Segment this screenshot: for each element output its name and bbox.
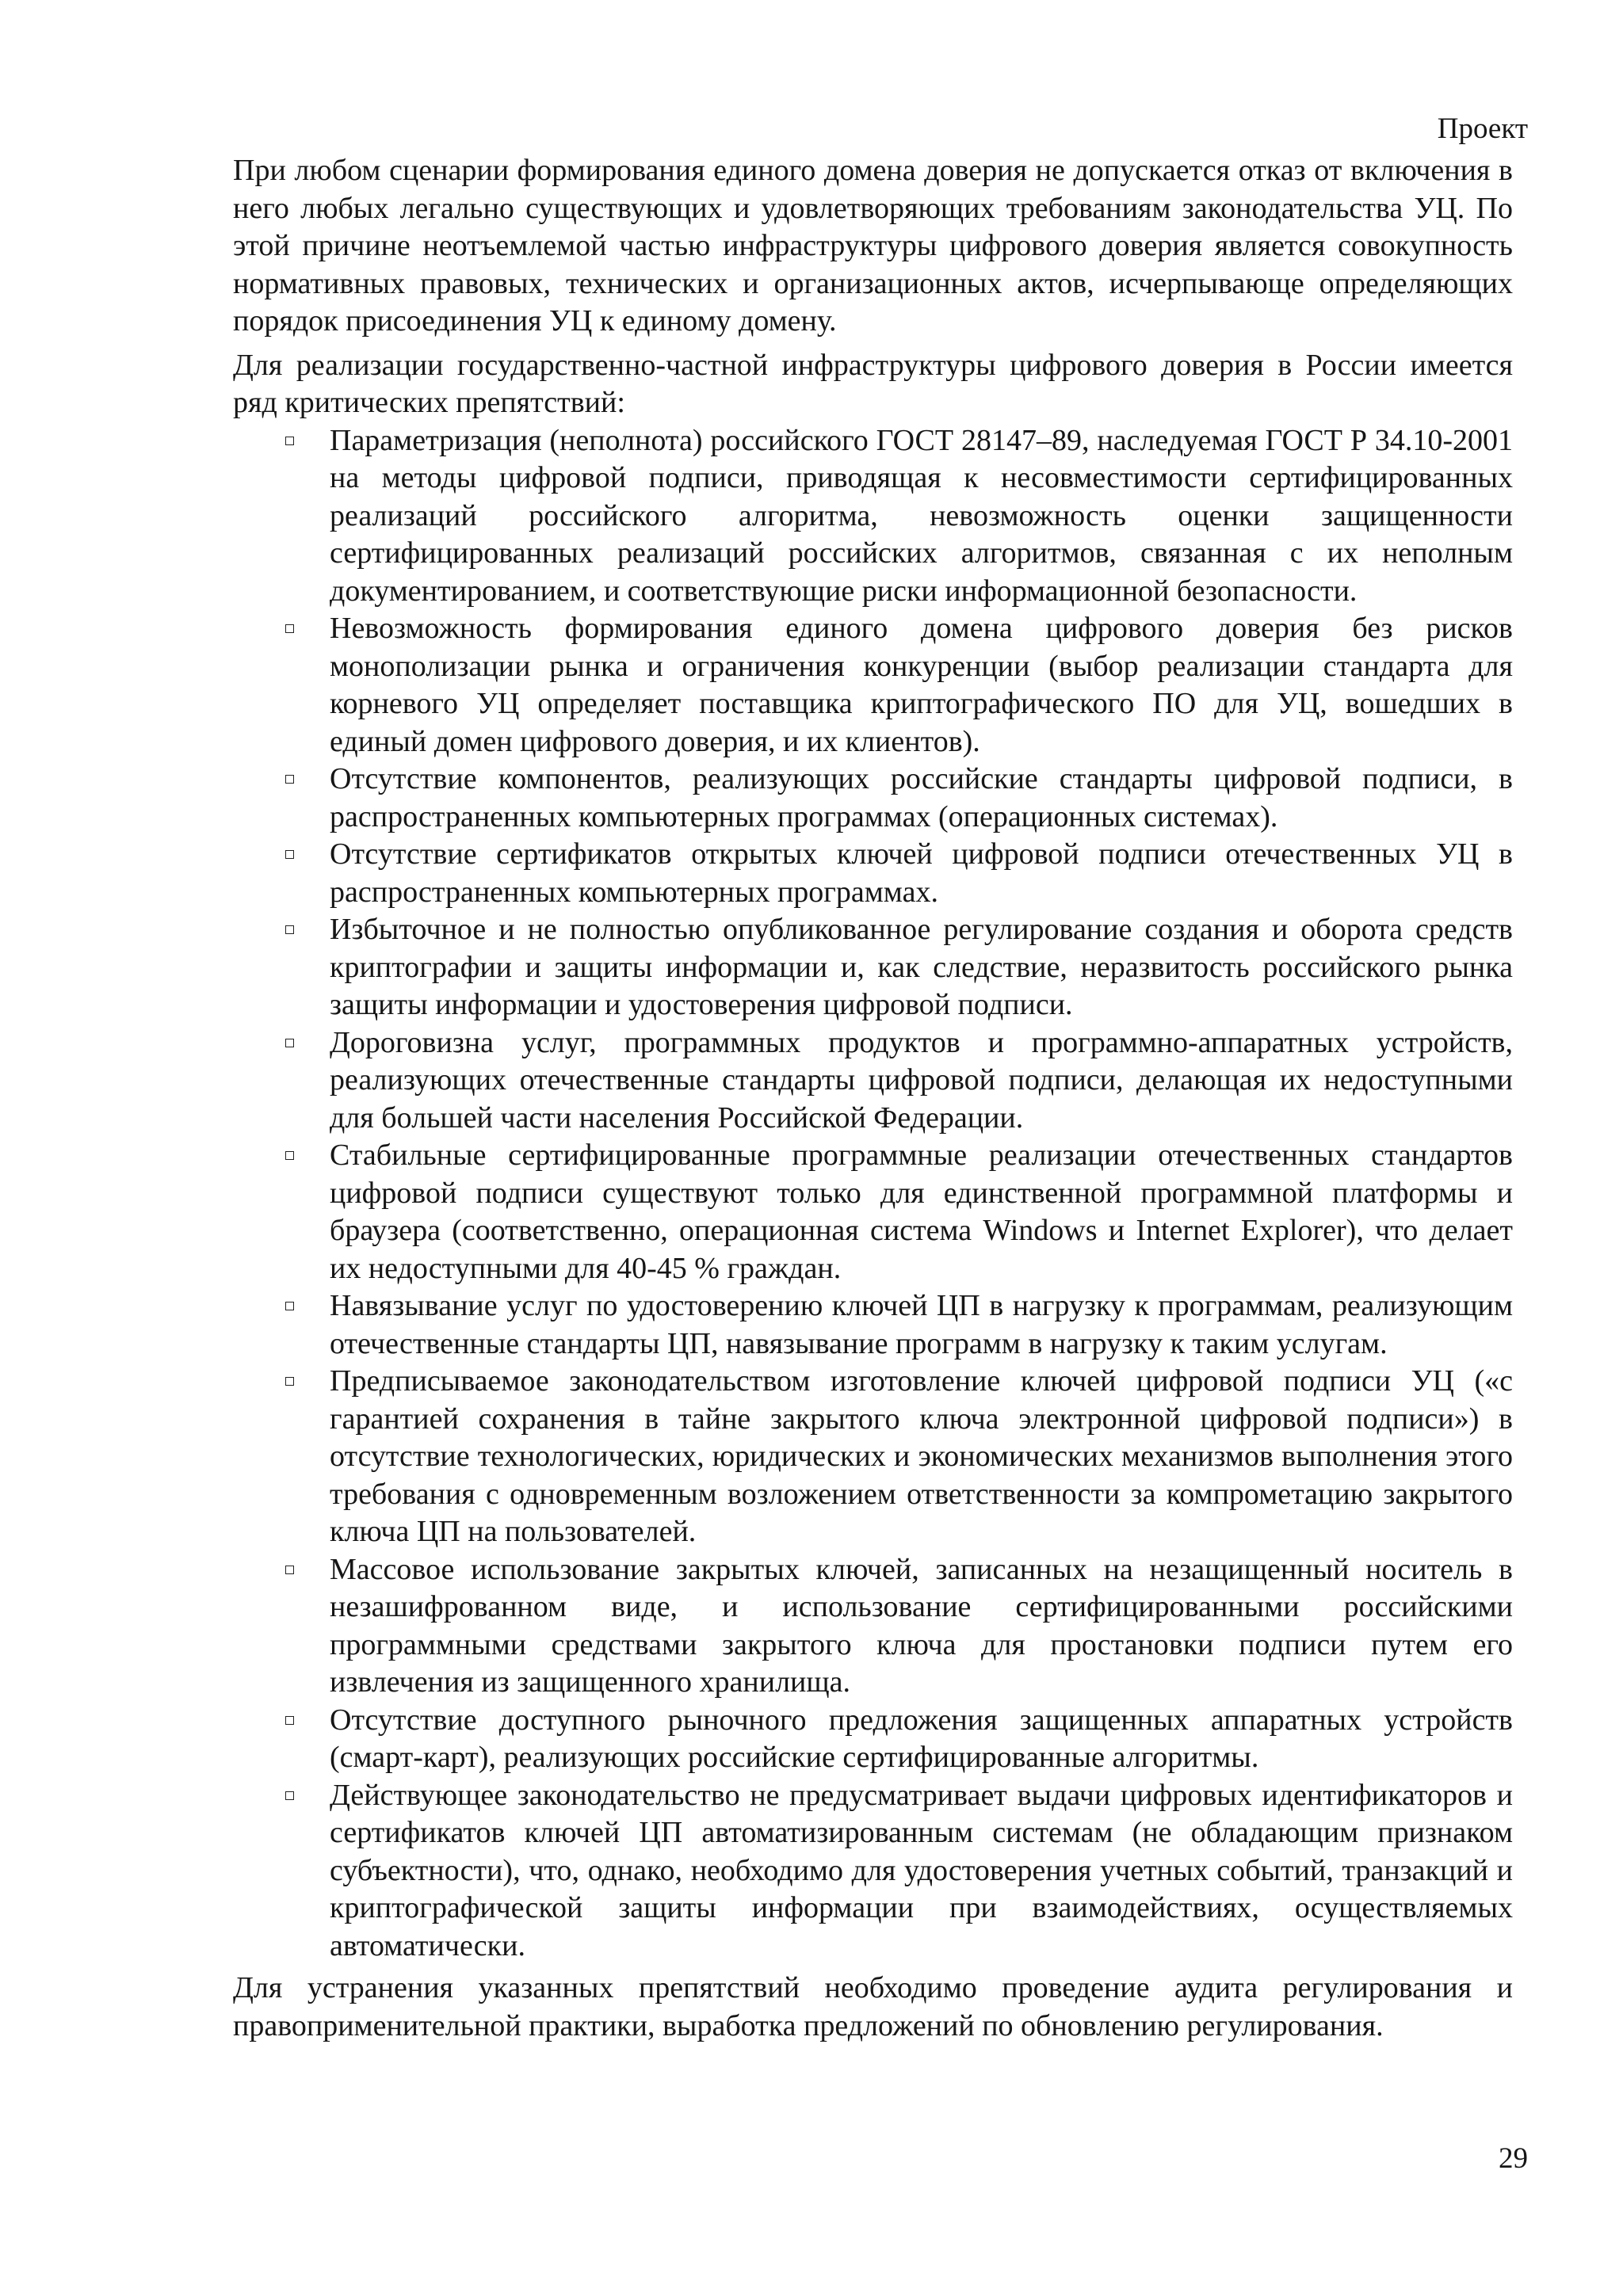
list-item-text: Предписываемое законодательством изготовление ключей цифровой подписи УЦ («с гарантией сохранения в тайне закрытого ключа электронной цифровой подписи») в отсутствие технологических, юридических и экономических механизмов выполнения этого требования с одновременным возложением ответственности за компрометацию закрытого ключа ЦП на пользователей. — [330, 1364, 1513, 1548]
list-item-text: Отсутствие компонентов, реализующих российские стандарты цифровой подписи, в распространенных компьютерных программах (операционных системах). — [330, 762, 1513, 833]
list-item-text: Отсутствие доступного рыночного предложения защищенных аппаратных устройств (смарт-карт), реализующих российские сертифицированные алгоритмы. — [330, 1703, 1513, 1774]
page-body — [233, 152, 1513, 2045]
list-item-text: Действующее законодательство не предусматривает выдачи цифровых идентификаторов и сертификатов ключей ЦП автоматизированным системам (не обладающим признаком субъектности), что, однако, необходимо для удостоверения учетных событий, транзакций и криптографической защиты информации при взаимодействиях, осуществляемых автоматически. — [330, 1778, 1513, 1962]
list-item — [330, 836, 1513, 911]
square-bullet-icon — [285, 624, 294, 633]
square-bullet-icon — [285, 1791, 294, 1800]
square-bullet-icon — [285, 437, 294, 445]
list-item — [330, 1287, 1513, 1363]
list-item — [330, 1137, 1513, 1287]
list-item — [330, 1702, 1513, 1777]
square-bullet-icon — [285, 1716, 294, 1725]
closing-paragraph: Для устранения указанных препятствий необходимо проведение аудита регулирования и правоприменительной практики, выработка предложений по обновлению регулирования. — [233, 1971, 1513, 2042]
list-item-text: Избыточное и не полностью опубликованное регулирование создания и оборота средств криптографии и защиты информации и, как следствие, неразвитость российского рынка защиты информации и удостоверения цифровой подписи. — [330, 913, 1513, 1021]
list-item — [330, 1551, 1513, 1702]
square-bullet-icon — [285, 1039, 294, 1047]
list-item-text: Невозможность формирования единого домена цифрового доверия без рисков монополизации рынка и ограничения конкуренции (выбор реализации стандарта для корневого УЦ определяет поставщика криптографического ПО для УЦ, вошедших в единый домен цифрового доверия, и их клиентов). — [330, 612, 1513, 758]
list-item — [330, 1777, 1513, 1966]
square-bullet-icon — [285, 1377, 294, 1386]
intro-paragraph: При любом сценарии формирования единого домена доверия не допускается отказ от включения в него любых легально существующих и удовлетворяющих требованиям законодательства УЦ. По этой причине неотъемлемой частью инфраструктуры цифрового доверия является совокупность нормативных правовых, технических и организационных актов, исчерпывающе определяющих порядок присоединения УЦ к единому домену. — [233, 154, 1513, 338]
obstacles-list — [233, 422, 1513, 1966]
list-item-text: Дороговизна услуг, программных продуктов и программно-аппаратных устройств, реализующих отечественные стандарты цифровой подписи, делающая их недоступными для большей части населения Российской Федерации. — [330, 1025, 1513, 1135]
list-item-text: Стабильные сертифицированные программные реализации отечественных стандартов цифровой подписи существуют только для единственной программной платформы и браузера (соответственно, операционная система Windows и Internet Explorer), что делает их недоступными для 40-45 % граждан. — [330, 1138, 1513, 1285]
list-item-text: Параметризация (неполнота) российского ГОСТ 28147–89, наследуемая ГОСТ Р 34.10-2001 на методы цифровой подписи, приводящая к несовместимости сертифицированных реализаций российского алгоритма, невозможность оценки защищенности сертифицированных реализаций российских алгоритмов, связанная с их неполным документированием, и соответствующие риски информационной безопасности. — [330, 423, 1513, 608]
square-bullet-icon — [285, 775, 294, 784]
list-item — [330, 1363, 1513, 1551]
square-bullet-icon — [285, 925, 294, 934]
list-item-text: Навязывание услуг по удостоверению ключей ЦП в нагрузку к программам, реализующим отечественные стандарты ЦП, навязывание программ в нагрузку к таким услугам. — [330, 1289, 1513, 1360]
list-item-text: Отсутствие сертификатов открытых ключей цифровой подписи отечественных УЦ в распространенных компьютерных программах. — [330, 837, 1513, 909]
list-item — [330, 911, 1513, 1024]
square-bullet-icon — [285, 1302, 294, 1310]
square-bullet-icon — [285, 1151, 294, 1160]
list-item — [330, 422, 1513, 611]
square-bullet-icon — [285, 1566, 294, 1574]
draft-label: Проект — [1437, 113, 1528, 145]
list-item-text: Массовое использование закрытых ключей, записанных на незащищенный носитель в незашифрованном виде, и использование сертифицированными российскими программными средствами закрытого ключа для простановки подписи путем его извлечения из защищенного хранилища. — [330, 1552, 1513, 1699]
lead-paragraph: Для реализации государственно-частной инфраструктуры цифрового доверия в России имеется ряд критических препятствий: — [233, 348, 1513, 419]
list-item — [330, 1024, 1513, 1138]
page-number: 29 — [1499, 2142, 1528, 2175]
list-item — [330, 610, 1513, 761]
square-bullet-icon — [285, 850, 294, 859]
list-item — [330, 761, 1513, 836]
